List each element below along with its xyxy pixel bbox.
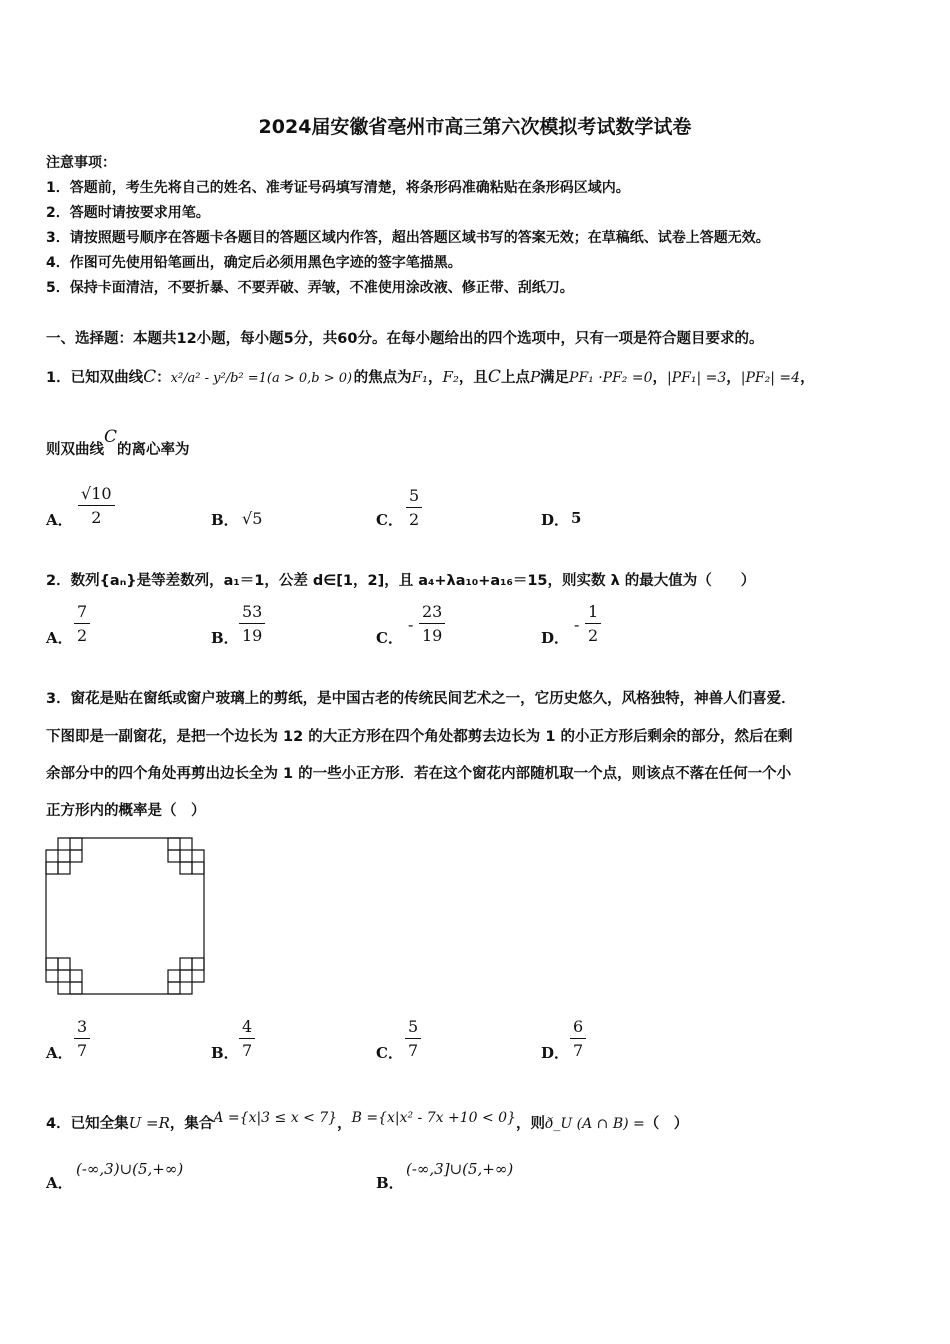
small-square: [180, 958, 192, 970]
q1-colon: ：: [156, 370, 171, 386]
q1-line2-text-2: 的离心率为: [117, 442, 190, 458]
q4-option-a-label: A．: [46, 1174, 73, 1192]
q3-option-b-denominator: 7: [242, 1041, 253, 1060]
q3-option-b-label: B．: [211, 1044, 239, 1062]
q3-option-a-numerator: 3: [77, 1017, 88, 1036]
window-flower-figure: [44, 836, 208, 998]
q2-option-d-sign: -: [574, 615, 580, 634]
q3-option-a-label: A．: [46, 1044, 73, 1062]
q3-stem-line-3: 余部分中的四个角处再剪出边长全为 1 的一些小正方形．若在这个窗花内部随机取一个点，则该点不落在任何一个小: [46, 766, 792, 782]
q1-option-d-label: D．: [541, 511, 570, 529]
q4-option-b-label: B．: [376, 1174, 404, 1192]
fraction-bar: [74, 1038, 90, 1039]
q3-stem-line-4: 正方形内的概率是（ ）: [46, 803, 206, 819]
q2-option-b-label: B．: [211, 629, 239, 647]
fraction-bar: [406, 507, 422, 508]
q1-condition-pf2: |PF₂| =4: [740, 370, 801, 386]
q1-comma-2: ，: [652, 370, 668, 386]
notice-item-2: 2．答题时请按要求用笔。: [46, 205, 210, 221]
q4-text-1: 4．已知全集: [46, 1116, 129, 1132]
q2-option-a-denominator: 2: [77, 626, 88, 645]
fraction-bar: [239, 1038, 255, 1039]
q2-option-c-value: [419, 602, 445, 645]
q3-option-b-numerator: 4: [242, 1017, 253, 1036]
q1-line2-text-1: 则双曲线: [46, 442, 104, 458]
q3-stem-line-1: 3．窗花是贴在窗纸或窗户玻璃上的剪纸，是中国古老的传统民间艺术之一，它历史悠久，风格独特，神兽人们喜爱．: [46, 691, 796, 707]
q4-text-3: ，则: [515, 1116, 545, 1132]
q1-hyperbola-equation: x²/a² - y²/b² =1(a > 0,b > 0): [170, 371, 353, 386]
fraction-bar: [239, 623, 265, 624]
q4-option-a-value: (-∞,3)∪(5,+∞): [76, 1160, 184, 1178]
q1-option-b-label: B．: [211, 511, 239, 529]
q3-option-b-value: [239, 1017, 255, 1060]
q2-option-b-denominator: 19: [242, 626, 263, 645]
q4-option-b-value: (-∞,3]∪(5,+∞): [406, 1160, 514, 1178]
small-square: [58, 970, 70, 982]
q1-text-1: 1．已知双曲线: [46, 370, 144, 386]
small-square: [58, 850, 70, 862]
q1-option-d-value: 5: [571, 509, 582, 527]
q1-option-a-label: A．: [46, 511, 73, 529]
small-square: [180, 970, 192, 982]
small-square: [168, 982, 180, 994]
small-square: [58, 862, 70, 874]
page-title: 2024届安徽省亳州市高三第六次模拟考试数学试卷: [258, 116, 692, 138]
q2-option-d-value: [585, 602, 601, 645]
notice-item-5: 5．保持卡面清洁，不要折暴、不要弄破、弄皱，不准使用涂改液、修正带、刮纸刀。: [46, 280, 574, 296]
small-square: [46, 862, 58, 874]
q2-option-a-numerator: 7: [77, 602, 88, 621]
fraction-bar: [74, 623, 90, 624]
q1-condition-dot: PF₁ ·PF₂ =0: [569, 370, 653, 386]
q3-option-c-denominator: 7: [408, 1041, 419, 1060]
q1-stem-line-2: [46, 427, 190, 459]
q2-option-d-denominator: 2: [588, 626, 599, 645]
q3-option-c-numerator: 5: [408, 1017, 419, 1036]
q1-option-a-value: [78, 484, 115, 527]
q4-set-b: B ={x|x² - 7x +10 < 0}: [351, 1110, 516, 1126]
q1-option-b-value: √5: [242, 509, 263, 528]
section-heading: 一、选择题：本题共12小题，每小题5分，共60分。在每小题给出的四个选项中，只有一项是符合题目要求的。: [46, 331, 764, 347]
q3-option-a-value: [74, 1017, 90, 1060]
small-square: [168, 850, 180, 862]
q3-option-c-label: C．: [376, 1044, 403, 1062]
small-square: [70, 982, 82, 994]
q2-option-c-label: C．: [376, 629, 403, 647]
q2-option-c-sign: -: [408, 615, 414, 634]
q3-option-a-denominator: 7: [77, 1041, 88, 1060]
small-square: [192, 862, 204, 874]
fraction-bar: [405, 1038, 421, 1039]
q1-text-5: 满足: [540, 370, 570, 386]
notice-item-1: 1．答题前，考生先将自己的姓名、准考证号码填写清楚，将条形码准确粘贴在条形码区域内。: [46, 180, 630, 196]
q1-focus-f1: F₁: [411, 368, 428, 386]
q3-option-d-numerator: 6: [573, 1017, 584, 1036]
q1-condition-pf1: |PF₁| =3: [667, 370, 727, 386]
q4-complement-expression: ð_U (A ∩ B) =: [544, 1116, 645, 1132]
small-square: [180, 862, 192, 874]
small-square: [58, 958, 70, 970]
fraction-bar: [78, 505, 115, 506]
q1-stem: [46, 366, 815, 387]
small-square: [192, 958, 204, 970]
q3-stem-line-2: 下图即是一副窗花，是把一个边长为 12 的大正方形在四个角处都剪去边长为 1 的小正方形后剩余的部分，然后在剩: [46, 729, 793, 745]
q1-var-c-2: C: [487, 367, 501, 387]
q2-option-a-label: A．: [46, 629, 73, 647]
q2-option-d-numerator: 1: [588, 602, 599, 621]
notice-item-4: 4．作图可先使用铅笔画出，确定后必须用黑色字迹的签字笔描黑。: [46, 255, 462, 271]
q4-text-4: （ ）: [644, 1116, 689, 1132]
q1-text-3: ，且: [458, 370, 488, 386]
q1-var-c: C: [143, 367, 157, 387]
q2-option-d-label: D．: [541, 629, 570, 647]
q2-option-c-numerator: 23: [422, 602, 443, 621]
fraction-bar: [585, 623, 601, 624]
small-square: [70, 970, 82, 982]
q3-option-d-value: [570, 1017, 586, 1060]
q4-set-a: A ={x|3 ≤ x < 7}: [213, 1110, 338, 1126]
q3-option-d-label: D．: [541, 1044, 570, 1062]
q2-option-a-value: [74, 602, 90, 645]
q4-stem: [46, 1112, 688, 1133]
q1-option-a-denominator: 2: [91, 508, 102, 527]
fraction-bar: [419, 623, 445, 624]
fraction-bar: [570, 1038, 586, 1039]
q1-comma-4: ，: [800, 370, 815, 386]
q1-option-c-denominator: 2: [409, 510, 420, 529]
q1-point-p: P: [529, 368, 541, 386]
notice-item-3: 3．请按照题号顺序在答题卡各题目的答题区域内作答，超出答题区域书写的答案无效；在草稿纸、试卷上答题无效。: [46, 230, 770, 246]
q1-text-4: 上点: [500, 370, 530, 386]
q2-option-c-denominator: 19: [422, 626, 443, 645]
q1-option-c-numerator: 5: [409, 486, 420, 505]
small-square: [46, 958, 58, 970]
q1-option-c-label: C．: [376, 511, 403, 529]
small-square: [168, 970, 180, 982]
q1-comma: ，: [428, 370, 443, 386]
q1-var-c-3: C: [104, 427, 118, 447]
q2-stem: 2．数列{aₙ}是等差数列，a₁＝1，公差 d∈[1，2]，且 a₄+λa₁₀+a₁₆＝15，则实数 λ 的最大值为（ ）: [46, 573, 756, 589]
q1-comma-3: ，: [726, 370, 741, 386]
q1-option-a-numerator: √10: [81, 484, 112, 503]
small-square: [70, 838, 82, 850]
q4-universal-set: U =R: [128, 1114, 170, 1132]
q4-comma: ，: [337, 1116, 352, 1132]
q4-text-2: ，集合: [169, 1116, 214, 1132]
q3-option-c-value: [405, 1017, 421, 1060]
q2-option-b-value: [239, 602, 265, 645]
small-square: [70, 850, 82, 862]
q1-text-2: 的焦点为: [353, 370, 412, 386]
q3-option-d-denominator: 7: [573, 1041, 584, 1060]
q1-option-c-value: [406, 486, 422, 529]
q2-option-b-numerator: 53: [242, 602, 263, 621]
small-square: [168, 838, 180, 850]
q1-focus-f2: F₂: [442, 368, 459, 386]
small-square: [180, 850, 192, 862]
notice-heading: 注意事项：: [46, 155, 116, 171]
